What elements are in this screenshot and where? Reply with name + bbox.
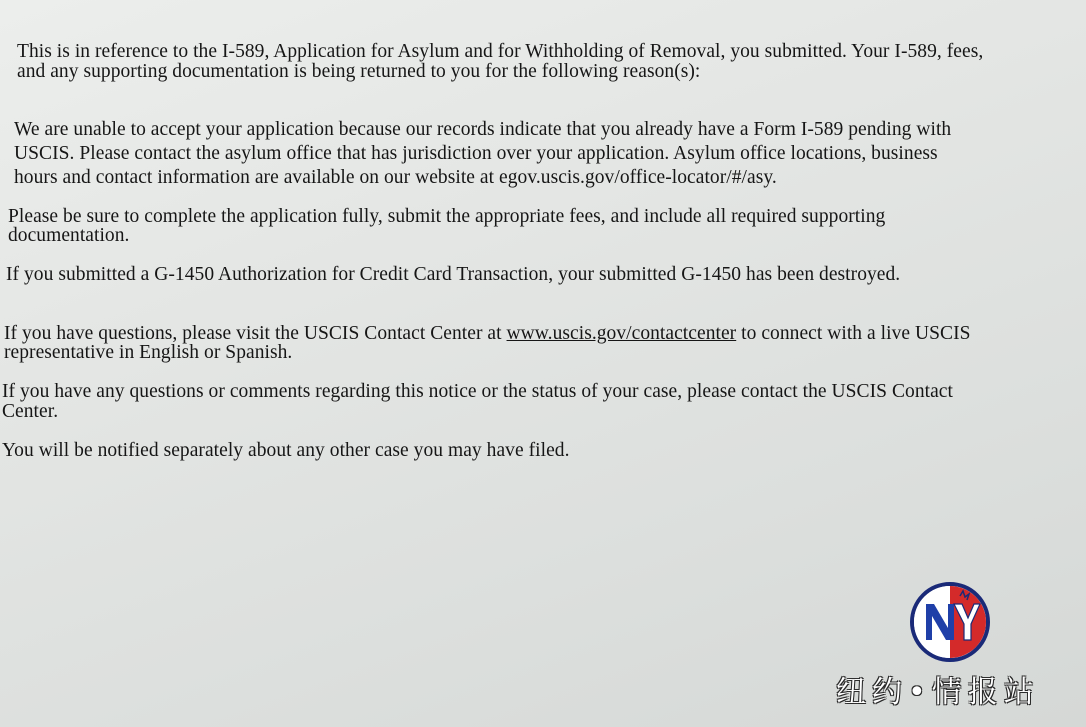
complete-application-paragraph <box>8 207 885 245</box>
reference-line-2: and any supporting documentation is being returned to you for the following reason(s): <box>17 61 701 82</box>
credit-card-paragraph <box>6 265 900 285</box>
rejection-reason-paragraph <box>14 118 951 190</box>
ny-logo-icon <box>910 582 990 662</box>
questions-paragraph <box>2 382 953 422</box>
complete-line-1: Please be sure to complete the application fully, submit the appropriate fees, and include all required supporting <box>8 206 886 227</box>
contact-line-1 <box>4 324 971 343</box>
watermark-text: 纽约•情报站 <box>836 675 1040 710</box>
reference-line-1: This is in reference to the I-589, Application for Asylum and for Withholding of Removal, you submitted. Your I-589, fees, <box>17 41 984 62</box>
contact-line-1-start: If you have questions, please visit the USCIS Contact Center at <box>4 323 507 344</box>
contact-line-1-end: to connect with a live USCIS <box>736 323 971 344</box>
reason-line-1: We are unable to accept your application because our records indicate that you already have a Form I-589 pending with <box>14 119 952 140</box>
reference-paragraph <box>17 42 983 82</box>
reason-line-3: hours and contact information are available on our website at egov.uscis.gov/office-locator/#/asy. <box>14 167 777 188</box>
watermark <box>836 582 1076 717</box>
contact-line-2: representative in English or Spanish. <box>4 342 293 363</box>
reason-line-2: USCIS. Please contact the asylum office that has jurisdiction over your application. Asylum office locations, business <box>14 143 938 164</box>
contact-center-paragraph <box>4 324 971 362</box>
questions-line-2: Center. <box>2 401 59 422</box>
questions-line-1: If you have any questions or comments regarding this notice or the status of your case, please contact the USCIS Contact <box>2 381 953 402</box>
separate-line-1: You will be notified separately about any other case you may have filed. <box>2 440 570 461</box>
credit-card-line-1: If you submitted a G-1450 Authorization for Credit Card Transaction, your submitted G-1450 has been destroyed. <box>6 264 901 285</box>
complete-line-2: documentation. <box>8 225 130 246</box>
separate-notification-paragraph <box>2 441 570 461</box>
contact-center-link[interactable]: www.uscis.gov/contactcenter <box>506 323 737 344</box>
